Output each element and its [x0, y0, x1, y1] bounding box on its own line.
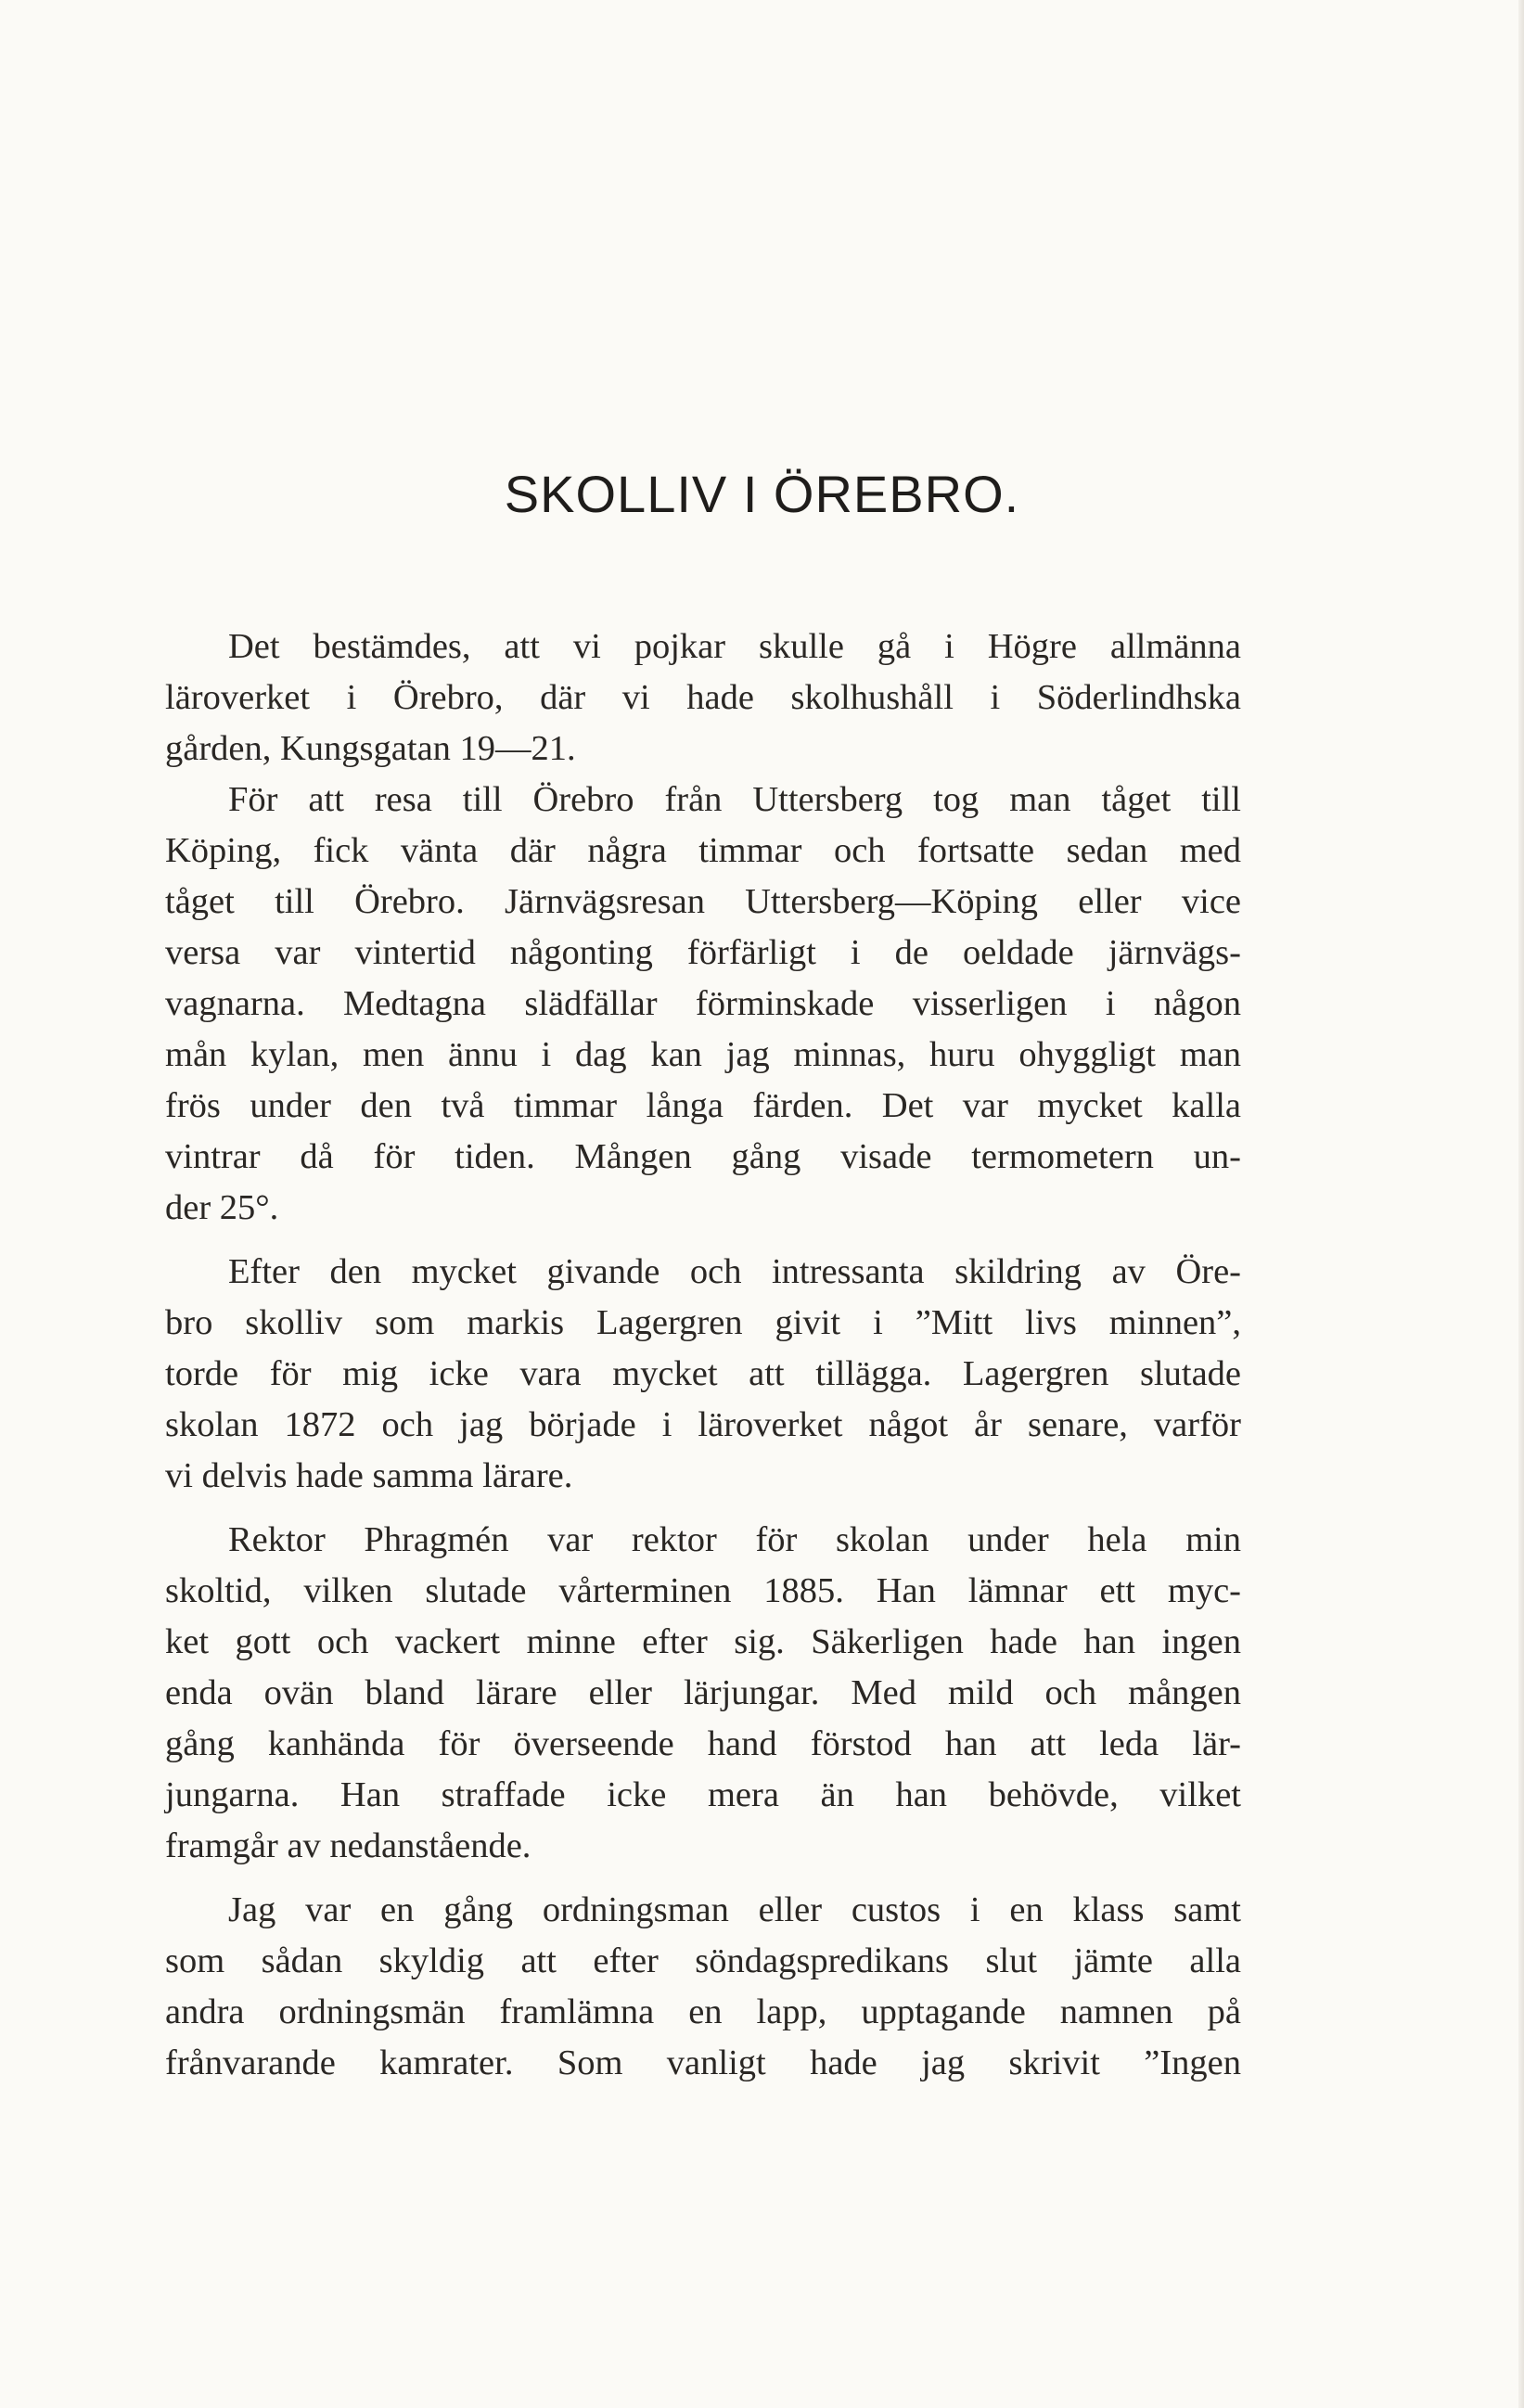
text-line: vintrar då för tiden. Mången gång visade termometern un-	[165, 1137, 1241, 1176]
page-edge	[1518, 0, 1524, 2408]
text-line: der 25°.	[165, 1188, 279, 1227]
text-line: Efter den mycket givande och intressanta skildring av Öre-	[228, 1252, 1241, 1291]
text-line: gång kanhända för överseende hand förstod han att leda lär-	[165, 1724, 1241, 1763]
text-line: framgår av nedanstående.	[165, 1826, 531, 1865]
text-line: frös under den två timmar långa färden. Det var mycket kalla	[165, 1086, 1241, 1125]
text-line: skolan 1872 och jag började i läroverket något år senare, varför	[165, 1405, 1241, 1444]
text-line: gården, Kungsgatan 19—21.	[165, 729, 576, 768]
body-text	[165, 621, 1241, 2089]
text-line: enda ovän bland lärare eller lärjungar. Med mild och mången	[165, 1673, 1241, 1712]
text-line: För att resa till Örebro från Uttersberg tog man tåget till	[228, 780, 1241, 819]
text-line: Det bestämdes, att vi pojkar skulle gå i Högre allmänna	[228, 627, 1241, 666]
paragraph	[165, 621, 1241, 775]
paragraph-gap	[165, 1502, 1241, 1515]
page-title: SKOLLIV I ÖREBRO.	[504, 465, 1020, 523]
text-line: mån kylan, men ännu i dag kan jag minnas, huru ohyggligt man	[165, 1035, 1241, 1074]
text-line: ket gott och vackert minne efter sig. Säkerligen hade han ingen	[165, 1622, 1241, 1661]
paragraph	[165, 1247, 1241, 1502]
text-line: andra ordningsmän framlämna en lapp, upptagande namnen på	[165, 1992, 1241, 2031]
text-line: torde för mig icke vara mycket att tillägga. Lagergren slutade	[165, 1354, 1241, 1393]
text-line: versa var vintertid någonting förfärligt i de oeldade järnvägs-	[165, 933, 1241, 972]
text-line: tåget till Örebro. Järnvägsresan Uttersberg—Köping eller vice	[165, 882, 1241, 921]
text-line: vi delvis hade samma lärare.	[165, 1456, 573, 1495]
paragraph-gap	[165, 1872, 1241, 1885]
text-line: skoltid, vilken slutade vårterminen 1885. Han lämnar ett myc-	[165, 1571, 1241, 1610]
text-line: Köping, fick vänta där några timmar och fortsatte sedan med	[165, 831, 1241, 870]
paragraph	[165, 775, 1241, 1234]
text-line: Rektor Phragmén var rektor för skolan under hela min	[228, 1520, 1241, 1559]
text-line: jungarna. Han straffade icke mera än han behövde, vilket	[165, 1775, 1241, 1814]
text-line: vagnarna. Medtagna slädfällar förminskade visserligen i någon	[165, 984, 1241, 1023]
text-line: bro skolliv som markis Lagergren givit i ”Mitt livs minnen”,	[165, 1303, 1241, 1342]
text-line: läroverket i Örebro, där vi hade skolhushåll i Söderlindhska	[165, 678, 1241, 717]
paragraph	[165, 1885, 1241, 2089]
text-line: frånvarande kamrater. Som vanligt hade jag skrivit ”Ingen	[165, 2043, 1241, 2082]
paragraph	[165, 1515, 1241, 1872]
paragraph-gap	[165, 1234, 1241, 1247]
text-line: som sådan skyldig att efter söndagspredikans slut jämte alla	[165, 1941, 1241, 1980]
text-line: Jag var en gång ordningsman eller custos i en klass samt	[228, 1890, 1241, 1929]
